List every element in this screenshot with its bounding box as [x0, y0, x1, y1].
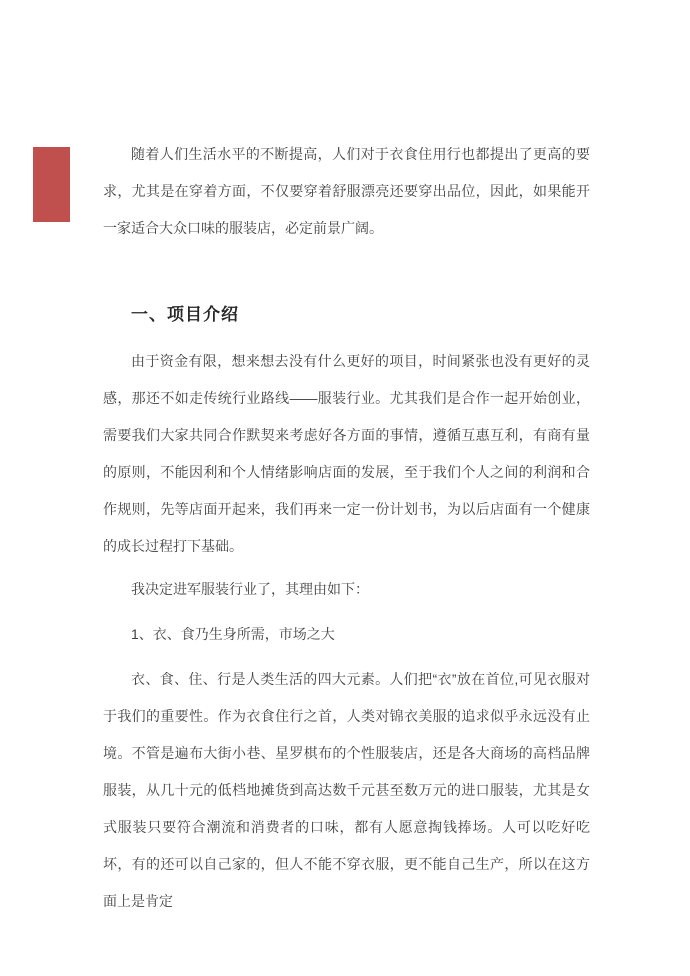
section-heading: 一、项目介绍 — [131, 305, 239, 324]
section-paragraph-3: 衣、食、住、行是人类生活的四大元素。人们把“衣”放在首位,可见衣服对于我们的重要性。作为衣食住行之首，人类对锦衣美服的追求似乎永远没有止境。不管是遍布大街小巷、星罗棋布的个性服装店，还是各大商场的高档品牌服装，从几十元的低档地摊货到高达数千元甚至数万元的进口服装，尤其是女式服装只要符合潮流和消费者的口味，都有人愿意掏钱捧场。人可以吃好吃坏，有的还可以自己家的，但人不能不穿衣服，更不能自己生产，所以在这方面上是肯定 — [103, 671, 590, 909]
list-item-1-title: 1、衣、食乃生身所需，市场之大 — [131, 626, 335, 642]
section-paragraph-2: 我决定进军服装行业了，其理由如下： — [131, 581, 369, 597]
section-paragraph-1: 由于资金有限，想来想去没有什么更好的项目，时间紧张也没有更好的灵感，那还不如走传统行业路线——服装行业。尤其我们是合作一起开始创业，需要我们大家共同合作默契来考虑好各方面的事情，遵循互惠互利，有商有量的原则，不能因利和个人情绪影响店面的发展，至于我们个人之间的利润和合作规则，先等店面开起来，我们再来一定一份计划书，为以后店面有一个健康的成长过程打下基础。 — [103, 353, 590, 554]
accent-bar — [33, 147, 70, 222]
intro-paragraph: 随着人们生活水平的不断提高，人们对于衣食住用行也都提出了更高的要求，尤其是在穿着方面，不仅要穿着舒服漂亮还要穿出品位，因此，如果能开一家适合大众口味的服装店，必定前景广阔。 — [103, 146, 590, 236]
document-content — [103, 136, 590, 920]
